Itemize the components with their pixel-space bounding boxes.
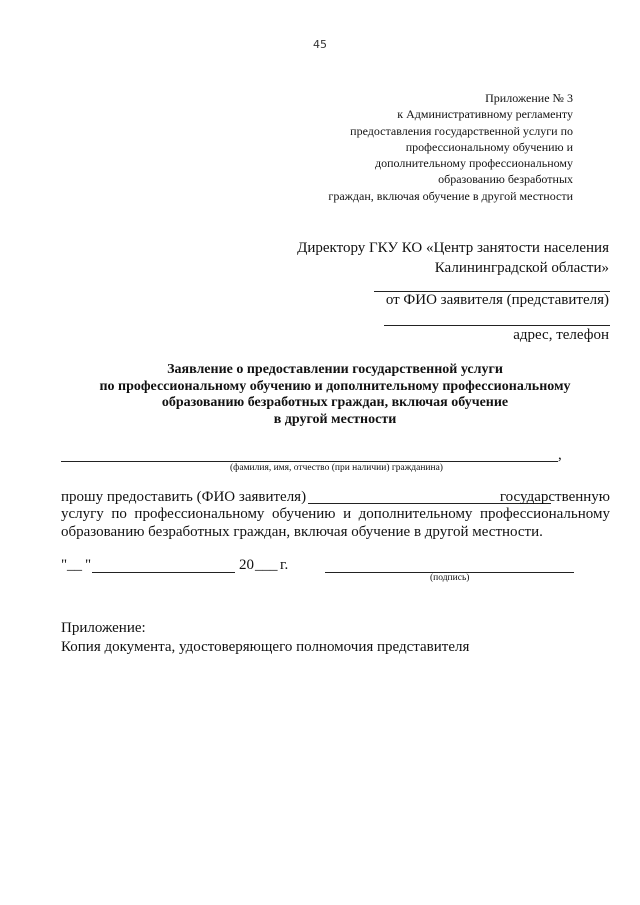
- addressee-block: [249, 238, 609, 278]
- appendix-header: [253, 90, 573, 204]
- appendix-line: дополнительному профессиональному: [374, 156, 573, 171]
- appendix-line: профессиональному обучению и: [405, 139, 573, 154]
- request-text-start: прошу предоставить (ФИО заявителя): [61, 489, 307, 505]
- page-number: 45: [313, 38, 327, 51]
- date-row: [61, 557, 610, 579]
- document-title: [60, 362, 610, 428]
- year-blank: ___: [255, 557, 278, 573]
- signature-caption: (подпись): [430, 573, 470, 583]
- day-quote-open: ": [61, 557, 68, 573]
- appendix-line: Приложение № 3: [485, 91, 573, 105]
- appendix-line: предоставления государственной услуги по: [350, 123, 573, 138]
- name-trailing-comma: ,: [558, 447, 562, 463]
- day-quote-close: ": [85, 557, 92, 573]
- citizen-name-caption: (фамилия, имя, отчество (при наличии) гражданина): [230, 463, 443, 473]
- attachment-item: Копия документа, удостоверяющего полномочия представителя: [61, 639, 470, 655]
- addressee-line: Директору ГКУ КО «Центр занятости населения: [297, 240, 609, 256]
- day-blank: __: [67, 557, 82, 573]
- request-line-3: образованию безработных граждан, включая обучение в другой местности.: [61, 524, 543, 540]
- appendix-line: образованию безработных: [438, 172, 573, 187]
- title-line: по профессиональному обучению и дополнительному профессиональному: [99, 378, 571, 394]
- appendix-line: граждан, включая обучение в другой местности: [328, 188, 573, 203]
- contact-label: адрес, телефон: [513, 327, 609, 343]
- appendix-line: к Административному регламенту: [397, 107, 573, 122]
- month-line: [92, 572, 235, 573]
- attachment-heading: Приложение:: [61, 620, 146, 636]
- title-line: образованию безработных граждан, включая обучение: [161, 395, 509, 410]
- addressee-line: Калининградской области»: [434, 260, 609, 276]
- title-line: Заявление о предоставлении государственной услуги: [167, 362, 503, 377]
- year-century: 20: [239, 557, 254, 573]
- title-line: в другой местности: [273, 411, 397, 427]
- request-line-2: услугу по профессиональному обучению и дополнительному профессиональному: [61, 506, 610, 522]
- year-suffix: г.: [280, 557, 289, 573]
- from-applicant-label: от ФИО заявителя (представителя): [385, 292, 609, 308]
- applicant-contact-line: [384, 325, 610, 326]
- citizen-name-line: [61, 461, 558, 462]
- attachment-block: [61, 619, 469, 657]
- request-text-end: государственную: [499, 489, 610, 505]
